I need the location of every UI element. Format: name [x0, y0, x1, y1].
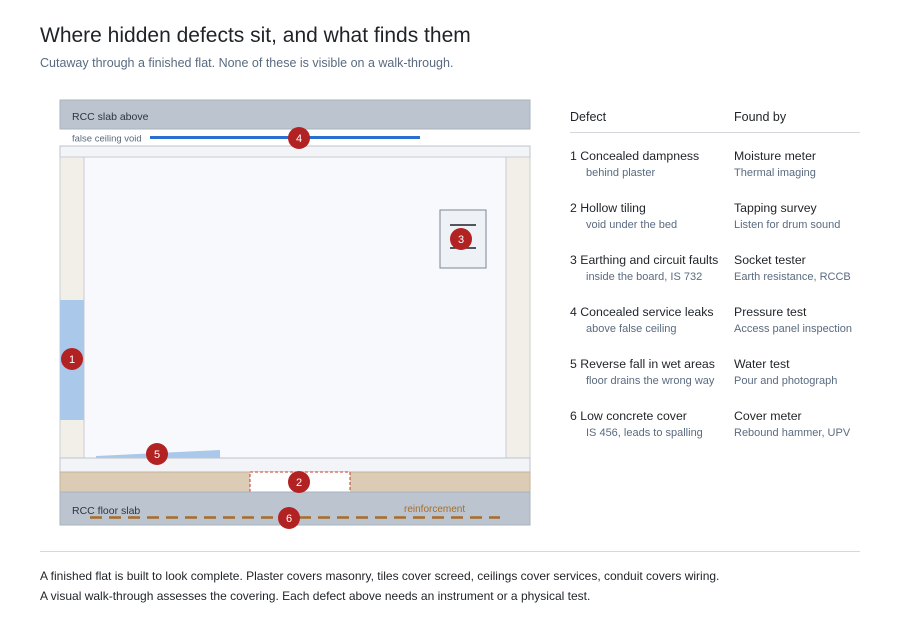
defect-detail: behind plaster [586, 167, 656, 179]
table-row [570, 200, 860, 252]
method-detail: Earth resistance, RCCB [734, 271, 851, 283]
defect-name: 6 Low concrete cover [570, 409, 687, 423]
marker-6 [278, 507, 300, 529]
method-detail: Listen for drum sound [734, 219, 841, 231]
slab-above-label: RCC slab above [72, 111, 149, 123]
table-row [570, 356, 860, 408]
ceiling-void-label: false ceiling void [72, 133, 142, 145]
svg-text:1: 1 [68, 354, 76, 366]
defect-name: 1 Concealed dampness [570, 149, 700, 163]
footer-divider [40, 551, 860, 552]
defect-detail: floor drains the wrong way [586, 375, 715, 387]
reinforcement-label: reinforcement [404, 504, 466, 515]
table-header [570, 110, 860, 133]
footer-line-1: A finished flat is built to look complete. Plaster covers masonry, tiles cover screed, ceilings cover services, conduit covers wiring. [40, 569, 720, 583]
defect-detail: IS 456, leads to spalling [586, 427, 703, 439]
table-row [570, 304, 860, 356]
defect-name: 3 Earthing and circuit faults [570, 253, 719, 267]
svg-text:5: 5 [153, 449, 161, 461]
defect-detail: above false ceiling [586, 323, 677, 335]
page-subtitle: Cutaway through a finished flat. None of these is visible on a walk-through. [40, 56, 454, 70]
marker-5 [146, 443, 168, 465]
method-detail: Rebound hammer, UPV [734, 427, 851, 439]
marker-3 [450, 228, 472, 250]
defect-detail: inside the board, IS 732 [586, 271, 703, 283]
marker-1 [61, 348, 83, 370]
table-row [570, 252, 860, 304]
table-row [570, 408, 860, 460]
svg-text:6: 6 [285, 513, 293, 525]
marker-2 [288, 471, 310, 493]
page-title: Where hidden defects sit, and what finds them [40, 24, 471, 47]
table-row [570, 148, 860, 200]
header-found-by: Found by [734, 110, 787, 124]
marker-4 [288, 127, 310, 149]
svg-text:2: 2 [295, 477, 303, 489]
defect-table [570, 110, 860, 460]
method-name: Cover meter [734, 409, 802, 423]
method-name: Pressure test [734, 305, 807, 319]
footer-line-2: A visual walk-through assesses the covering. Each defect above needs an instrument or a physical test. [40, 589, 591, 603]
method-detail: Access panel inspection [734, 323, 853, 335]
svg-text:4: 4 [295, 133, 303, 145]
floor-tiles [60, 458, 530, 472]
header-defect: Defect [570, 110, 607, 124]
method-name: Socket tester [734, 253, 806, 267]
defect-name: 4 Concealed service leaks [570, 305, 714, 319]
method-name: Water test [734, 357, 790, 371]
room-interior [84, 157, 506, 458]
defect-name: 2 Hollow tiling [570, 201, 646, 215]
defect-detail: void under the bed [586, 219, 678, 231]
defect-name: 5 Reverse fall in wet areas [570, 357, 715, 371]
method-detail: Pour and photograph [734, 375, 838, 387]
floor-slab-label: RCC floor slab [72, 505, 141, 517]
method-name: Moisture meter [734, 149, 817, 163]
method-name: Tapping survey [734, 201, 817, 215]
svg-text:3: 3 [457, 234, 465, 246]
right-wall [506, 157, 530, 458]
method-detail: Thermal imaging [734, 167, 816, 179]
